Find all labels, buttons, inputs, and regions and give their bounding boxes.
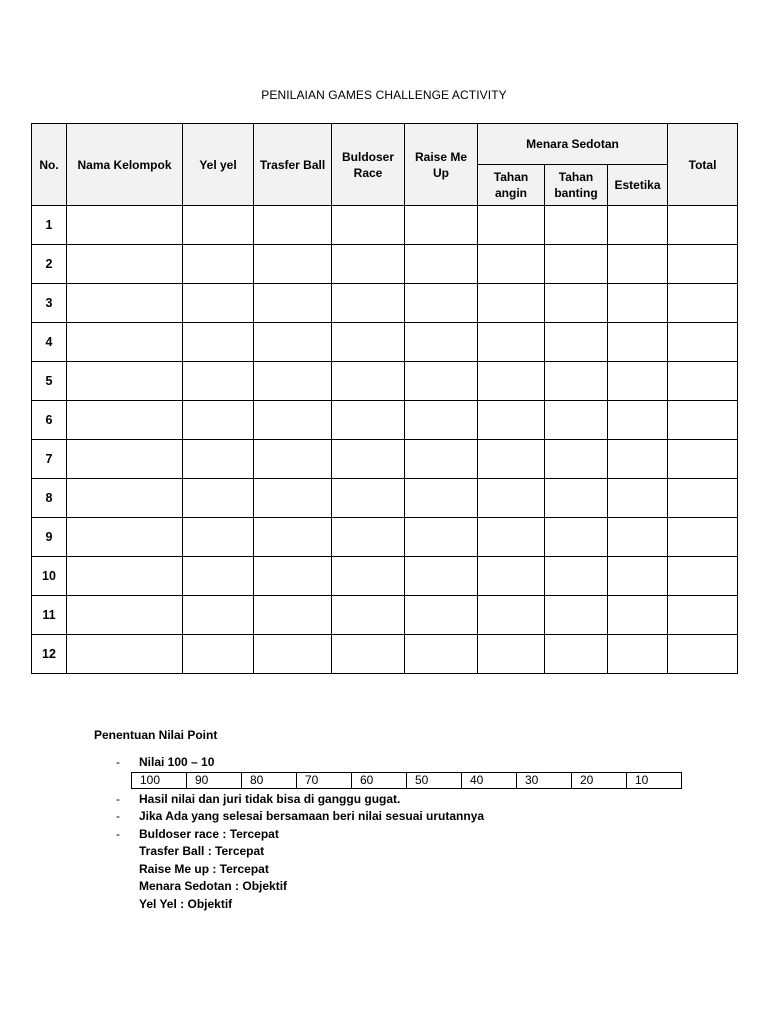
cell-total[interactable] bbox=[668, 206, 738, 245]
cell-trasfer-ball[interactable] bbox=[254, 401, 332, 440]
table-row bbox=[32, 401, 738, 440]
cell-trasfer-ball[interactable] bbox=[254, 206, 332, 245]
cell-tahan-banting[interactable] bbox=[545, 284, 608, 323]
cell-tahan-angin[interactable] bbox=[478, 323, 545, 362]
cell-raise-me-up[interactable] bbox=[405, 440, 478, 479]
list-dash: - bbox=[116, 755, 120, 769]
scale-value: 30 bbox=[517, 772, 572, 788]
cell-total[interactable] bbox=[668, 479, 738, 518]
cell-total[interactable] bbox=[668, 518, 738, 557]
row-number: 7 bbox=[32, 440, 67, 479]
list-dash: - bbox=[116, 826, 120, 841]
table-row bbox=[32, 284, 738, 323]
scale-value: 80 bbox=[242, 772, 297, 788]
scale-value: 70 bbox=[297, 772, 352, 788]
cell-tahan-angin[interactable] bbox=[478, 401, 545, 440]
cell-buldoser-race[interactable] bbox=[332, 557, 405, 596]
row-number: 6 bbox=[32, 401, 67, 440]
cell-buldoser-race[interactable] bbox=[332, 245, 405, 284]
cell-estetika[interactable] bbox=[608, 479, 668, 518]
cell-trasfer-ball[interactable] bbox=[254, 479, 332, 518]
cell-nama-kelompok[interactable] bbox=[67, 518, 183, 557]
cell-estetika[interactable] bbox=[608, 440, 668, 479]
cell-nama-kelompok[interactable] bbox=[67, 206, 183, 245]
table-row bbox=[32, 245, 738, 284]
cell-nama-kelompok[interactable] bbox=[67, 401, 183, 440]
list-item bbox=[94, 791, 682, 809]
scale-value: 10 bbox=[627, 772, 682, 788]
cell-estetika[interactable] bbox=[608, 401, 668, 440]
header-buldoser-race: Buldoser Race bbox=[332, 124, 405, 206]
header-raise-me-up: Raise Me Up bbox=[405, 124, 478, 206]
sub-item: Trasfer Ball : Tercepat bbox=[139, 844, 265, 858]
row-number: 1 bbox=[32, 206, 67, 245]
row-number: 3 bbox=[32, 284, 67, 323]
scale-value: 40 bbox=[462, 772, 517, 788]
cell-estetika[interactable] bbox=[608, 557, 668, 596]
scale-value: 20 bbox=[572, 772, 627, 788]
cell-buldoser-race[interactable] bbox=[332, 596, 405, 635]
score-table bbox=[31, 123, 738, 674]
cell-total[interactable] bbox=[668, 596, 738, 635]
cell-tahan-banting[interactable] bbox=[545, 596, 608, 635]
cell-yel-yel[interactable] bbox=[183, 362, 254, 401]
header-estetika: Estetika bbox=[608, 165, 668, 206]
header-menara-sedotan: Menara Sedotan bbox=[478, 124, 668, 165]
cell-yel-yel[interactable] bbox=[183, 440, 254, 479]
cell-tahan-banting[interactable] bbox=[545, 206, 608, 245]
note-text: Jika Ada yang selesai bersamaan beri nilai sesuai urutannya bbox=[139, 809, 485, 823]
header-no: No. bbox=[32, 124, 67, 206]
cell-trasfer-ball[interactable] bbox=[254, 596, 332, 635]
row-number: 5 bbox=[32, 362, 67, 401]
cell-tahan-banting[interactable] bbox=[545, 323, 608, 362]
header-trasfer-ball: Trasfer Ball bbox=[254, 124, 332, 206]
cell-buldoser-race[interactable] bbox=[332, 635, 405, 674]
cell-yel-yel[interactable] bbox=[183, 635, 254, 674]
cell-raise-me-up[interactable] bbox=[405, 479, 478, 518]
cell-raise-me-up[interactable] bbox=[405, 362, 478, 401]
sub-item: Yel Yel : Objektif bbox=[139, 896, 233, 911]
page-title: PENILAIAN GAMES CHALLENGE ACTIVITY bbox=[261, 88, 507, 102]
cell-total[interactable] bbox=[668, 440, 738, 479]
table-row bbox=[32, 557, 738, 596]
cell-yel-yel[interactable] bbox=[183, 245, 254, 284]
cell-buldoser-race[interactable] bbox=[332, 284, 405, 323]
cell-raise-me-up[interactable] bbox=[405, 206, 478, 245]
cell-buldoser-race[interactable] bbox=[332, 362, 405, 401]
notes-heading: Penentuan Nilai Point bbox=[94, 728, 218, 742]
note-text: Buldoser race : Tercepat bbox=[139, 826, 279, 841]
cell-estetika[interactable] bbox=[608, 206, 668, 245]
cell-estetika[interactable] bbox=[608, 518, 668, 557]
cell-raise-me-up[interactable] bbox=[405, 401, 478, 440]
cell-tahan-banting[interactable] bbox=[545, 401, 608, 440]
cell-yel-yel[interactable] bbox=[183, 284, 254, 323]
cell-tahan-angin[interactable] bbox=[478, 440, 545, 479]
cell-trasfer-ball[interactable] bbox=[254, 362, 332, 401]
cell-raise-me-up[interactable] bbox=[405, 518, 478, 557]
point-scale-table bbox=[131, 772, 682, 789]
header-tahan-angin: Tahan angin bbox=[478, 165, 545, 206]
cell-raise-me-up[interactable] bbox=[405, 245, 478, 284]
row-number: 2 bbox=[32, 245, 67, 284]
header-total: Total bbox=[668, 124, 738, 206]
scale-value: 60 bbox=[352, 772, 407, 788]
cell-trasfer-ball[interactable] bbox=[254, 323, 332, 362]
cell-yel-yel[interactable] bbox=[183, 323, 254, 362]
cell-trasfer-ball[interactable] bbox=[254, 518, 332, 557]
cell-buldoser-race[interactable] bbox=[332, 401, 405, 440]
table-row bbox=[32, 479, 738, 518]
cell-yel-yel[interactable] bbox=[183, 479, 254, 518]
cell-total[interactable] bbox=[668, 245, 738, 284]
cell-raise-me-up[interactable] bbox=[405, 635, 478, 674]
cell-raise-me-up[interactable] bbox=[405, 596, 478, 635]
header-tahan-banting: Tahan banting bbox=[545, 165, 608, 206]
row-number: 11 bbox=[32, 596, 67, 635]
cell-nama-kelompok[interactable] bbox=[67, 479, 183, 518]
cell-total[interactable] bbox=[668, 557, 738, 596]
cell-raise-me-up[interactable] bbox=[405, 284, 478, 323]
cell-buldoser-race[interactable] bbox=[332, 323, 405, 362]
cell-trasfer-ball[interactable] bbox=[254, 635, 332, 674]
table-row bbox=[32, 596, 738, 635]
row-number: 4 bbox=[32, 323, 67, 362]
cell-tahan-angin[interactable] bbox=[478, 518, 545, 557]
cell-yel-yel[interactable] bbox=[183, 401, 254, 440]
row-number: 9 bbox=[32, 518, 67, 557]
cell-estetika[interactable] bbox=[608, 284, 668, 323]
cell-buldoser-race[interactable] bbox=[332, 479, 405, 518]
cell-nama-kelompok[interactable] bbox=[67, 323, 183, 362]
cell-nama-kelompok[interactable] bbox=[67, 362, 183, 401]
note-text: Hasil nilai dan juri tidak bisa di ganggu gugat. bbox=[139, 791, 401, 806]
cell-tahan-banting[interactable] bbox=[545, 557, 608, 596]
cell-tahan-angin[interactable] bbox=[478, 284, 545, 323]
cell-estetika[interactable] bbox=[608, 245, 668, 284]
cell-tahan-banting[interactable] bbox=[545, 362, 608, 401]
cell-tahan-banting[interactable] bbox=[545, 479, 608, 518]
cell-buldoser-race[interactable] bbox=[332, 206, 405, 245]
cell-total[interactable] bbox=[668, 635, 738, 674]
cell-tahan-banting[interactable] bbox=[545, 440, 608, 479]
sub-item: Raise Me up : Tercepat bbox=[139, 861, 269, 876]
cell-estetika[interactable] bbox=[608, 362, 668, 401]
cell-tahan-banting[interactable] bbox=[545, 245, 608, 284]
table-row bbox=[32, 206, 738, 245]
cell-estetika[interactable] bbox=[608, 635, 668, 674]
cell-tahan-angin[interactable] bbox=[478, 362, 545, 401]
header-nama-kelompok: Nama Kelompok bbox=[67, 124, 183, 206]
cell-nama-kelompok[interactable] bbox=[67, 284, 183, 323]
cell-total[interactable] bbox=[668, 362, 738, 401]
cell-yel-yel[interactable] bbox=[183, 557, 254, 596]
cell-nama-kelompok[interactable] bbox=[67, 596, 183, 635]
cell-tahan-angin[interactable] bbox=[478, 635, 545, 674]
cell-nama-kelompok[interactable] bbox=[67, 635, 183, 674]
cell-tahan-banting[interactable] bbox=[545, 518, 608, 557]
scale-value: 50 bbox=[407, 772, 462, 788]
cell-tahan-angin[interactable] bbox=[478, 596, 545, 635]
cell-buldoser-race[interactable] bbox=[332, 518, 405, 557]
scoring-notes bbox=[94, 728, 682, 913]
list-dash: - bbox=[116, 791, 120, 806]
cell-estetika[interactable] bbox=[608, 323, 668, 362]
cell-estetika[interactable] bbox=[608, 596, 668, 635]
table-row bbox=[32, 323, 738, 362]
cell-buldoser-race[interactable] bbox=[332, 440, 405, 479]
list-item bbox=[94, 754, 682, 772]
cell-trasfer-ball[interactable] bbox=[254, 245, 332, 284]
cell-tahan-angin[interactable] bbox=[478, 245, 545, 284]
cell-yel-yel[interactable] bbox=[183, 518, 254, 557]
cell-nama-kelompok[interactable] bbox=[67, 245, 183, 284]
table-row bbox=[32, 518, 738, 557]
cell-raise-me-up[interactable] bbox=[405, 323, 478, 362]
table-row bbox=[32, 635, 738, 674]
cell-trasfer-ball[interactable] bbox=[254, 557, 332, 596]
row-number: 12 bbox=[32, 635, 67, 674]
list-dash: - bbox=[116, 809, 120, 823]
scale-value: 90 bbox=[187, 772, 242, 788]
cell-tahan-angin[interactable] bbox=[478, 206, 545, 245]
list-item bbox=[94, 826, 682, 844]
cell-nama-kelompok[interactable] bbox=[67, 557, 183, 596]
row-number: 8 bbox=[32, 479, 67, 518]
cell-tahan-banting[interactable] bbox=[545, 635, 608, 674]
cell-yel-yel[interactable] bbox=[183, 596, 254, 635]
cell-nama-kelompok[interactable] bbox=[67, 440, 183, 479]
list-item bbox=[94, 808, 682, 826]
row-number: 10 bbox=[32, 557, 67, 596]
cell-total[interactable] bbox=[668, 401, 738, 440]
scale-value: 100 bbox=[132, 772, 187, 788]
cell-yel-yel[interactable] bbox=[183, 206, 254, 245]
cell-total[interactable] bbox=[668, 323, 738, 362]
cell-trasfer-ball[interactable] bbox=[254, 440, 332, 479]
cell-tahan-angin[interactable] bbox=[478, 479, 545, 518]
cell-raise-me-up[interactable] bbox=[405, 557, 478, 596]
nilai-range-label: Nilai 100 – 10 bbox=[139, 755, 215, 769]
cell-trasfer-ball[interactable] bbox=[254, 284, 332, 323]
cell-tahan-angin[interactable] bbox=[478, 557, 545, 596]
cell-total[interactable] bbox=[668, 284, 738, 323]
table-row bbox=[32, 362, 738, 401]
header-yel-yel: Yel yel bbox=[183, 124, 254, 206]
sub-item: Menara Sedotan : Objektif bbox=[139, 879, 288, 893]
table-row bbox=[32, 440, 738, 479]
